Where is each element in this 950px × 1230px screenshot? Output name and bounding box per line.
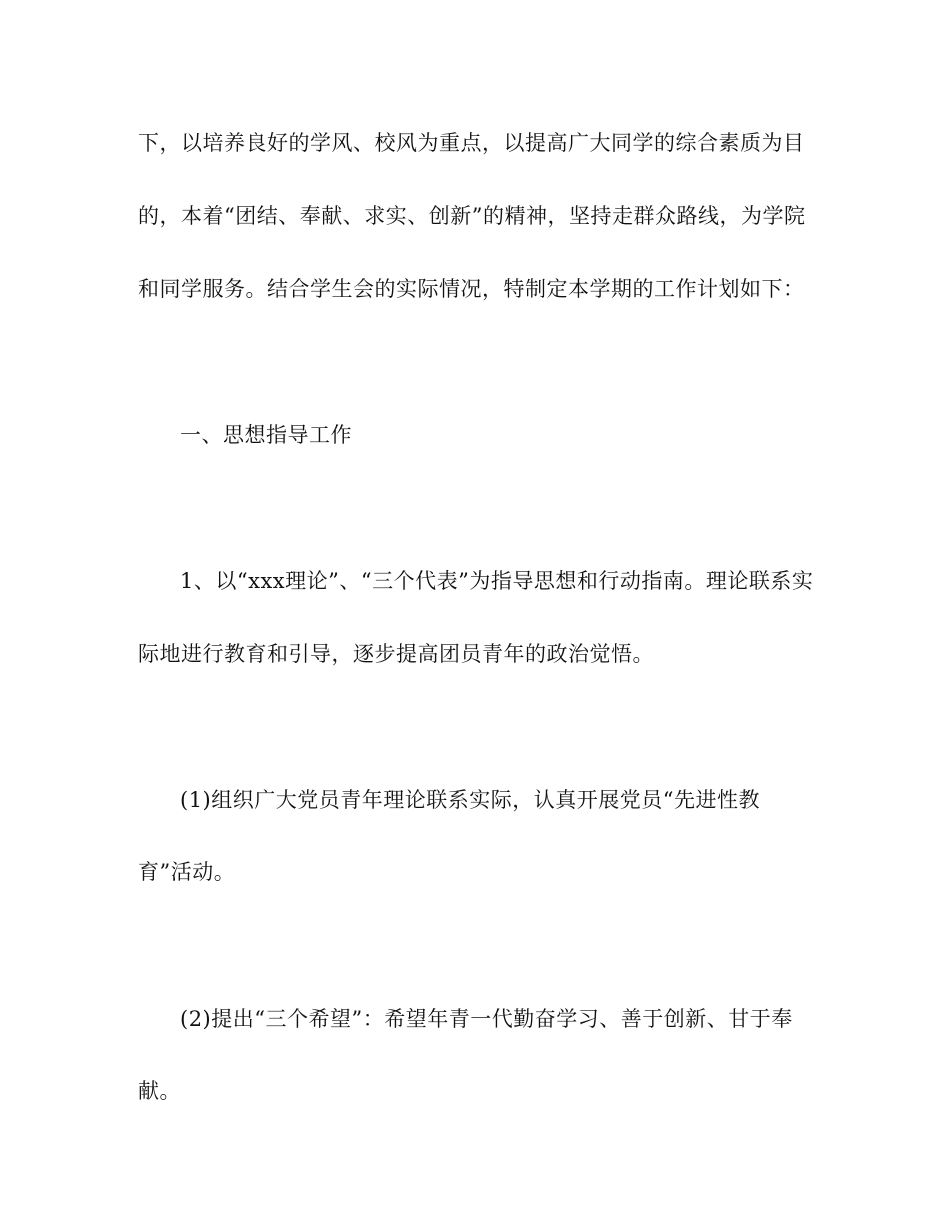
paragraph-line: 际地进行教育和引导，逐步提高团员青年的政治觉悟。 [138,642,654,666]
paragraph-line: 1、以“xxx理论”、“三个代表”为指导思想和行动指南。理论联系实 [180,569,814,593]
list-item-line: 育”活动。 [138,860,236,884]
list-item-line: 献。 [138,1079,181,1103]
section-heading: 一、思想指导工作 [180,423,352,447]
list-item-line: (1)组织广大党员青年理论联系实际，认真开展党员“先进性教 [180,788,760,812]
paragraph-line: 和同学服务。结合学生会的实际情况，特制定本学期的工作计划如下： [138,277,805,301]
paragraph-line: 下，以培养良好的学风、校风为重点，以提高广大同学的综合素质为目 [138,131,805,155]
paragraph-line: 的，本着“团结、奉献、求实、创新”的精神，坚持走群众路线，为学院 [138,204,806,228]
list-item-line: (2)提出“三个希望”：希望年青一代勤奋学习、善于创新、甘于奉 [180,1007,793,1031]
